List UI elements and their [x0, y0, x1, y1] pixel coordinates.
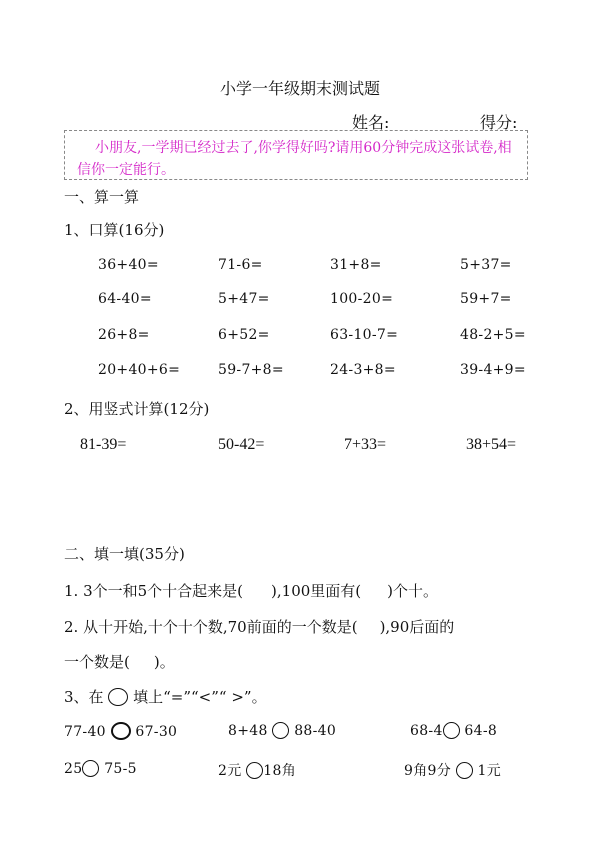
compare-circle-input[interactable] — [272, 722, 289, 739]
part1-heading: 1、口算(16分) — [64, 221, 165, 239]
oral-calc-item: 5+47= — [218, 291, 270, 307]
compare-circle-input[interactable] — [456, 762, 473, 779]
question-2: 2. 从十开始,十个十个数,70前面的一个数是( ),90后面的 — [64, 618, 455, 636]
compare-circle-input[interactable] — [82, 760, 99, 777]
compare-item: 68-4 64-8 — [410, 723, 498, 739]
oral-calc-item: 24-3+8= — [330, 362, 396, 378]
oral-calc-item: 31+8= — [330, 257, 382, 273]
oral-calc-item: 59+7= — [460, 291, 512, 307]
question-2-cont: 一个数是( )。 — [64, 653, 175, 671]
compare-item: 25 75-5 — [64, 761, 137, 777]
page-title: 小学一年级期末测试题 — [219, 79, 380, 98]
section1-heading: 一、算一算 — [64, 188, 140, 206]
oral-calc-item: 36+40= — [98, 257, 159, 273]
instruction-notice: 小朋友,一学期已经过去了,你学得好吗?请用60分钟完成这张试卷,相信你一定能行。 — [64, 130, 528, 180]
question-1: 1. 3个一和5个十合起来是( ),100里面有( )个十。 — [64, 582, 438, 600]
vertical-calc-item: 50-42= — [218, 436, 265, 453]
oral-calc-item: 26+8= — [98, 327, 150, 343]
oral-calc-item: 20+40+6= — [98, 362, 181, 378]
oral-calc-item: 63-10-7= — [330, 327, 399, 343]
oral-calc-item: 48-2+5= — [460, 327, 526, 343]
vertical-calc-item: 7+33= — [344, 436, 387, 453]
question-3: 3、在 填上“=”“<”“ >”。 — [64, 688, 267, 706]
score-label: 得分: — [480, 113, 518, 132]
oral-calc-item: 71-6= — [218, 257, 263, 273]
compare-circle-input[interactable] — [443, 722, 460, 739]
compare-item: 9角9分 1元 — [404, 763, 502, 779]
oral-calc-item: 5+37= — [460, 257, 512, 273]
section2-heading: 二、填一填(35分) — [64, 545, 185, 563]
oral-calc-item: 100-20= — [330, 291, 394, 307]
oral-calc-item: 39-4+9= — [460, 362, 526, 378]
compare-circle-input[interactable] — [246, 762, 263, 779]
oral-calc-item: 6+52= — [218, 327, 270, 343]
oral-calc-item: 59-7+8= — [218, 362, 284, 378]
vertical-calc-item: 38+54= — [466, 436, 517, 453]
part2-heading: 2、用竖式计算(12分) — [64, 400, 210, 418]
oral-calc-item: 64-40= — [98, 291, 152, 307]
compare-item: 77-40 67-30 — [64, 724, 178, 740]
compare-circle-input[interactable] — [111, 722, 131, 740]
circle-icon — [108, 688, 128, 706]
vertical-calc-item: 81-39= — [80, 436, 127, 453]
compare-item: 8+48 88-40 — [228, 723, 337, 739]
compare-item: 2元 18角 — [218, 763, 296, 779]
name-label: 姓名: — [352, 113, 390, 132]
